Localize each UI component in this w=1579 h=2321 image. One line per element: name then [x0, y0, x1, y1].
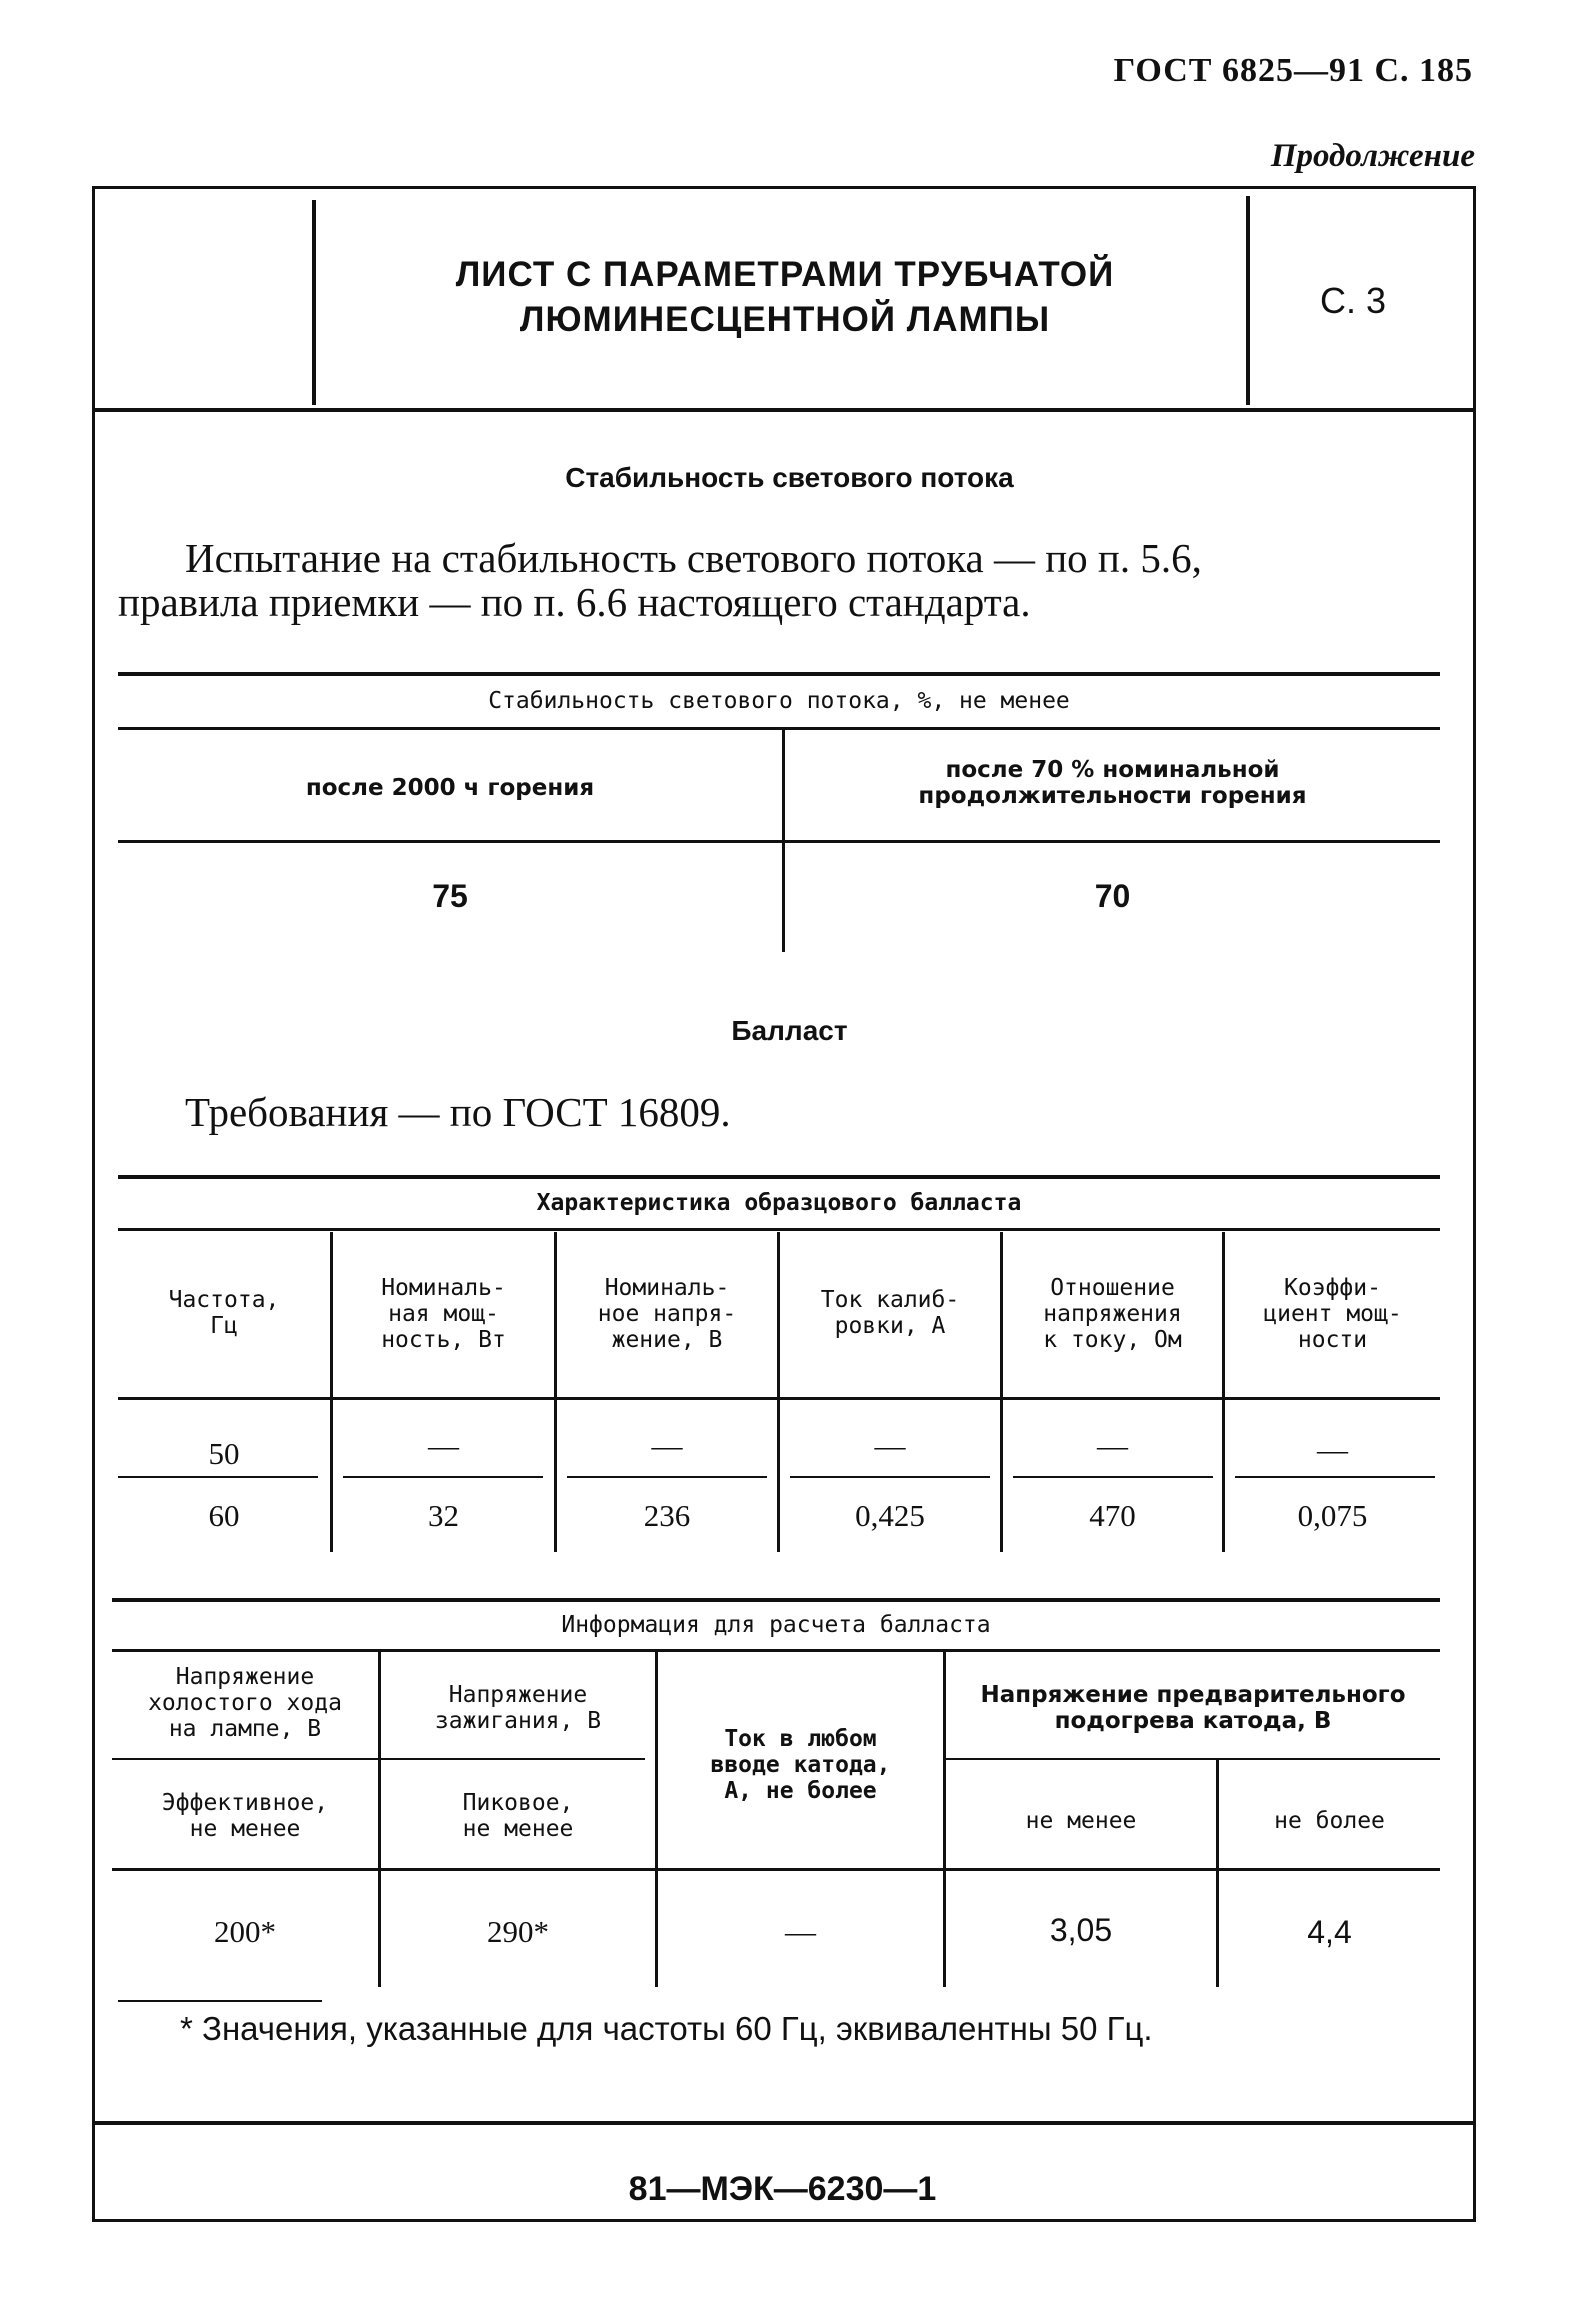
header-line: ность, Вт — [381, 1327, 506, 1353]
header-line: холостого хода — [148, 1690, 342, 1716]
header-line: напряжения — [1043, 1301, 1182, 1327]
calc-sub-peak — [381, 1790, 655, 1842]
sheet-number: С. 3 — [1320, 280, 1387, 321]
continuation-label: Продолжение — [1270, 138, 1475, 174]
ref-ballast-header-rule — [118, 1397, 1440, 1400]
header-line: не менее — [462, 1816, 574, 1842]
ref-ballast-h-power — [333, 1275, 554, 1353]
calc-col-div-4 — [1216, 1760, 1219, 1987]
calc-h-open-circuit — [112, 1664, 378, 1742]
title-divider-left — [312, 200, 316, 405]
ref-ballast-title-rule — [118, 1228, 1440, 1231]
footnote-rule — [118, 2000, 322, 2002]
ballast-section-title: Балласт — [731, 1015, 848, 1046]
header-line: А, не более — [724, 1778, 877, 1804]
calc-value-current: — — [785, 1914, 816, 1949]
flux-col2-header — [785, 757, 1440, 809]
header-line: циент мощ- — [1263, 1301, 1402, 1327]
ref-ballast-cell: — — [874, 1428, 906, 1463]
ref-ballast-cell: 0,425 — [855, 1498, 925, 1533]
calc-sub-rule — [112, 1758, 378, 1760]
header-line: Номиналь- — [604, 1275, 730, 1301]
calc-h-preheat — [946, 1682, 1440, 1734]
calc-sub-max: не более — [1274, 1808, 1385, 1834]
calc-sub-effective — [112, 1790, 378, 1842]
header-line: зажигания, В — [434, 1708, 602, 1734]
header-line: Эффективное, — [161, 1790, 329, 1816]
header-line: Ток калиб- — [820, 1287, 960, 1313]
sheet-title-line1: ЛИСТ С ПАРАМЕТРАМИ ТРУБЧАТОЙ — [455, 255, 1115, 294]
footer-rule — [92, 2121, 1473, 2125]
row-rule-segment — [118, 1476, 318, 1478]
header-line: Номиналь- — [381, 1275, 506, 1301]
header-line: ности — [1297, 1327, 1368, 1353]
header-line: Напряжение предварительного — [980, 1682, 1406, 1708]
ref-ballast-h-ratio — [1003, 1275, 1222, 1353]
row-rule-segment — [1013, 1476, 1213, 1478]
row-rule-segment — [343, 1476, 543, 1478]
calc-info-top-rule — [112, 1598, 1440, 1602]
ref-ballast-cell: — — [651, 1428, 683, 1463]
flux-table-header-rule — [118, 840, 1440, 843]
sheet-title-line2: ЛЮМИНЕСЦЕНТНОЙ ЛАМПЫ — [519, 300, 1051, 339]
ref-ballast-cell: — — [428, 1428, 459, 1463]
footnote: * Значения, указанные для частоты 60 Гц, эквивалентны 50 Гц. — [180, 2010, 1153, 2047]
ref-ballast-cell: 470 — [1089, 1498, 1136, 1533]
calc-sub-rule — [946, 1758, 1440, 1760]
page-header-standard: ГОСТ 6825—91 С. 185 — [1113, 52, 1473, 89]
ref-ballast-top-rule — [118, 1175, 1440, 1179]
header-line: ное напря- — [597, 1301, 737, 1327]
ref-ballast-h-voltage — [557, 1275, 777, 1353]
ref-ballast-cell: 0,075 — [1297, 1498, 1368, 1533]
calc-value-preheat-max: 4,4 — [1307, 1914, 1352, 1950]
header-line: на лампе, В — [168, 1716, 322, 1742]
flux-para-line1: Испытание на стабильность светового потока — по п. 5.6, — [185, 535, 1202, 581]
row-rule-segment — [567, 1476, 767, 1478]
footer-code: 81—МЭК—6230—1 — [628, 2170, 937, 2208]
calc-h-ignition — [381, 1682, 655, 1734]
header-line: Частота, — [168, 1287, 280, 1313]
calc-sub-min: не менее — [1025, 1808, 1137, 1834]
flux-value-70pct: 70 — [1094, 878, 1131, 914]
ref-ballast-cell: — — [1317, 1432, 1348, 1467]
calc-info-title: Информация для расчета балласта — [561, 1612, 991, 1638]
header-line: не менее — [189, 1816, 301, 1842]
header-line: вводе катода, — [710, 1752, 891, 1778]
calc-info-title-rule — [112, 1649, 1440, 1652]
ref-ballast-h-power-factor — [1225, 1275, 1440, 1353]
flux-value-2000h: 75 — [432, 878, 468, 914]
calc-header-rule — [112, 1868, 1440, 1871]
row-rule-segment — [1235, 1476, 1435, 1478]
flux-col1-header: после 2000 ч горения — [305, 775, 595, 801]
header-line: Гц — [210, 1313, 238, 1339]
flux-col2-header-line2: продолжительности горения — [918, 783, 1307, 809]
ballast-requirement: Требования — по ГОСТ 16809. — [185, 1089, 731, 1135]
calc-value-preheat-min: 3,05 — [1049, 1912, 1113, 1948]
ref-ballast-cell: 32 — [428, 1498, 459, 1533]
header-line: Напряжение — [175, 1664, 315, 1690]
flux-table-rule — [118, 727, 1440, 730]
flux-para-line2: правила приемки — по п. 6.6 настоящего стандарта. — [118, 579, 1031, 625]
ref-ballast-title: Характеристика образцового балласта — [536, 1190, 1022, 1216]
ref-ballast-h-frequency — [118, 1287, 330, 1339]
ref-ballast-cell: — — [1097, 1428, 1128, 1463]
calc-value-ignition: 290* — [487, 1914, 549, 1949]
ref-ballast-cell: 60 — [208, 1498, 240, 1533]
calc-h-cathode-current — [658, 1726, 943, 1804]
header-line: Напряжение — [448, 1682, 588, 1708]
calc-value-open-circuit: 200* — [214, 1914, 276, 1949]
header-line: Пиковое, — [462, 1790, 574, 1816]
header-line: жение, В — [611, 1327, 723, 1353]
flux-table-top-rule — [118, 672, 1440, 676]
header-line: Коэффи- — [1284, 1275, 1381, 1301]
ref-ballast-cell: 50 — [208, 1436, 240, 1471]
header-line: подогрева катода, В — [1054, 1708, 1332, 1734]
flux-section-title: Стабильность светового потока — [565, 462, 1014, 493]
calc-sub-rule — [381, 1758, 645, 1760]
flux-table-title: Стабильность светового потока, %, не менее — [488, 688, 1070, 714]
header-line: к току, Ом — [1043, 1327, 1182, 1353]
header-line: ная мощ- — [388, 1301, 499, 1327]
flux-col2-header-line1: после 70 % номинальной — [945, 757, 1280, 783]
header-line: Ток в любом — [724, 1726, 877, 1752]
row-rule-segment — [790, 1476, 990, 1478]
header-line: ровки, А — [834, 1313, 946, 1339]
ref-ballast-cell: 236 — [643, 1498, 691, 1533]
ref-ballast-h-calibration-current — [780, 1287, 1000, 1339]
header-line: Отношение — [1050, 1275, 1175, 1301]
sheet-title — [320, 252, 1250, 342]
